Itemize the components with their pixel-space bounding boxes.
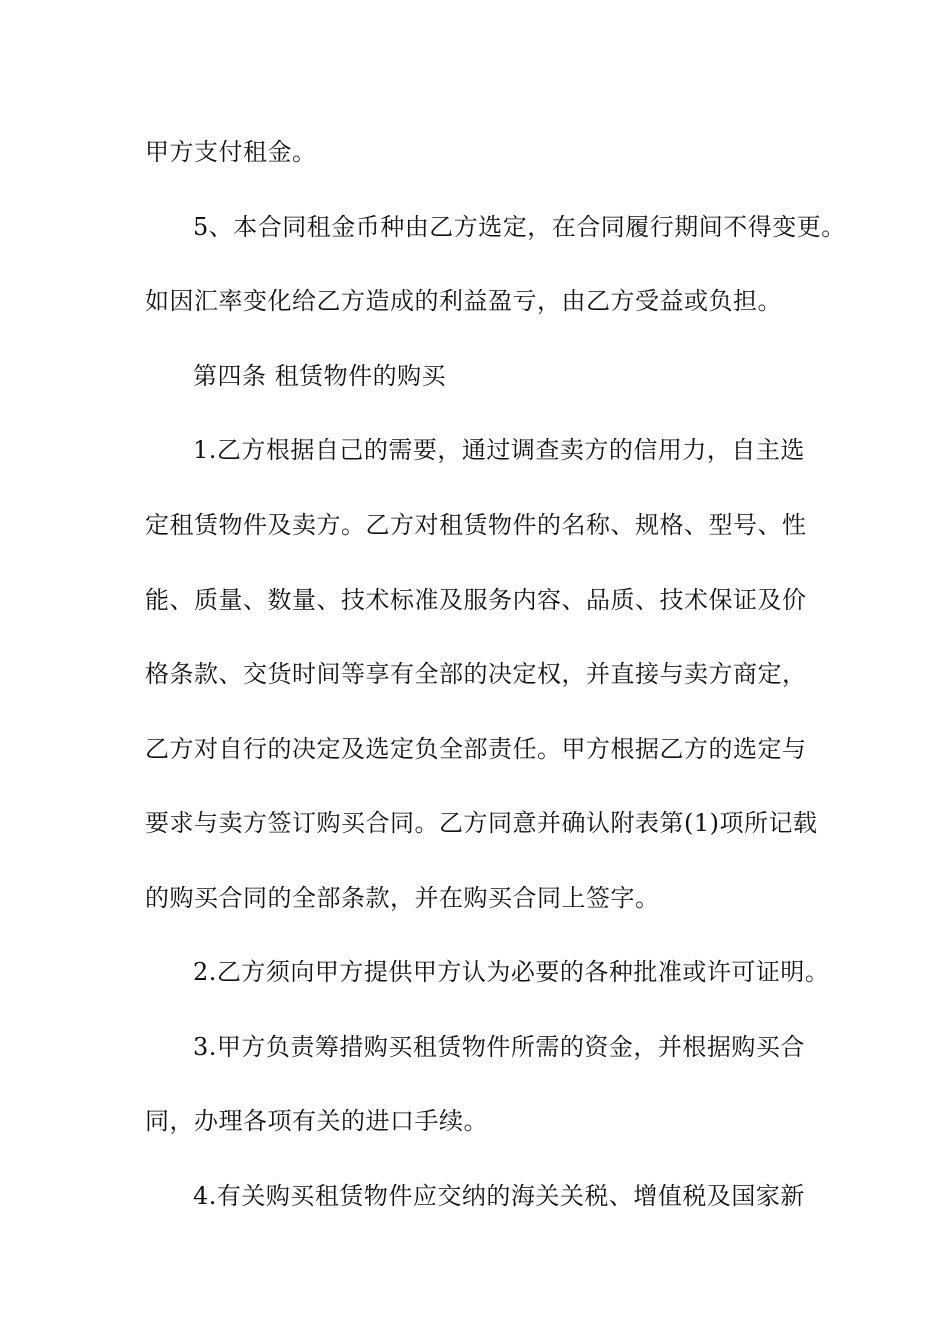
text-line: 3.甲方负责筹措购买租赁物件所需的资金，并根据购买合	[193, 1033, 805, 1061]
text-line: 1.乙方根据自己的需要，通过调查卖方的信用力，自主选	[193, 436, 805, 464]
text-line: 甲方支付租金。	[145, 138, 317, 166]
text-line: 的购买合同的全部条款，并在购买合同上签字。	[145, 884, 660, 912]
text-line: 乙方对自行的决定及选定负全部责任。甲方根据乙方的选定与	[145, 735, 807, 763]
text-line: 2.乙方须向甲方提供甲方认为必要的各种批准或许可证明。	[193, 958, 830, 986]
text-line: 如因汇率变化给乙方造成的利益盈亏，由乙方受益或负担。	[145, 287, 782, 315]
text-line: 同，办理各项有关的进口手续。	[145, 1107, 488, 1135]
text-line: 格条款、交货时间等享有全部的决定权，并直接与卖方商定，	[145, 660, 807, 688]
text-line: 5、本合同租金币种由乙方选定，在合同履行期间不得变更。	[193, 213, 846, 241]
text-line: 4.有关购买租赁物件应交纳的海关关税、增值税及国家新	[193, 1182, 805, 1210]
text-line: 要求与卖方签订购买合同。乙方同意并确认附表第(1)项所记载	[145, 809, 818, 837]
text-line: 定租赁物件及卖方。乙方对租赁物件的名称、规格、型号、性	[145, 511, 807, 539]
text-line: 能、质量、数量、技术标准及服务内容、品质、技术保证及价	[145, 586, 807, 614]
section-heading: 第四条 租赁物件的购买	[193, 362, 447, 390]
